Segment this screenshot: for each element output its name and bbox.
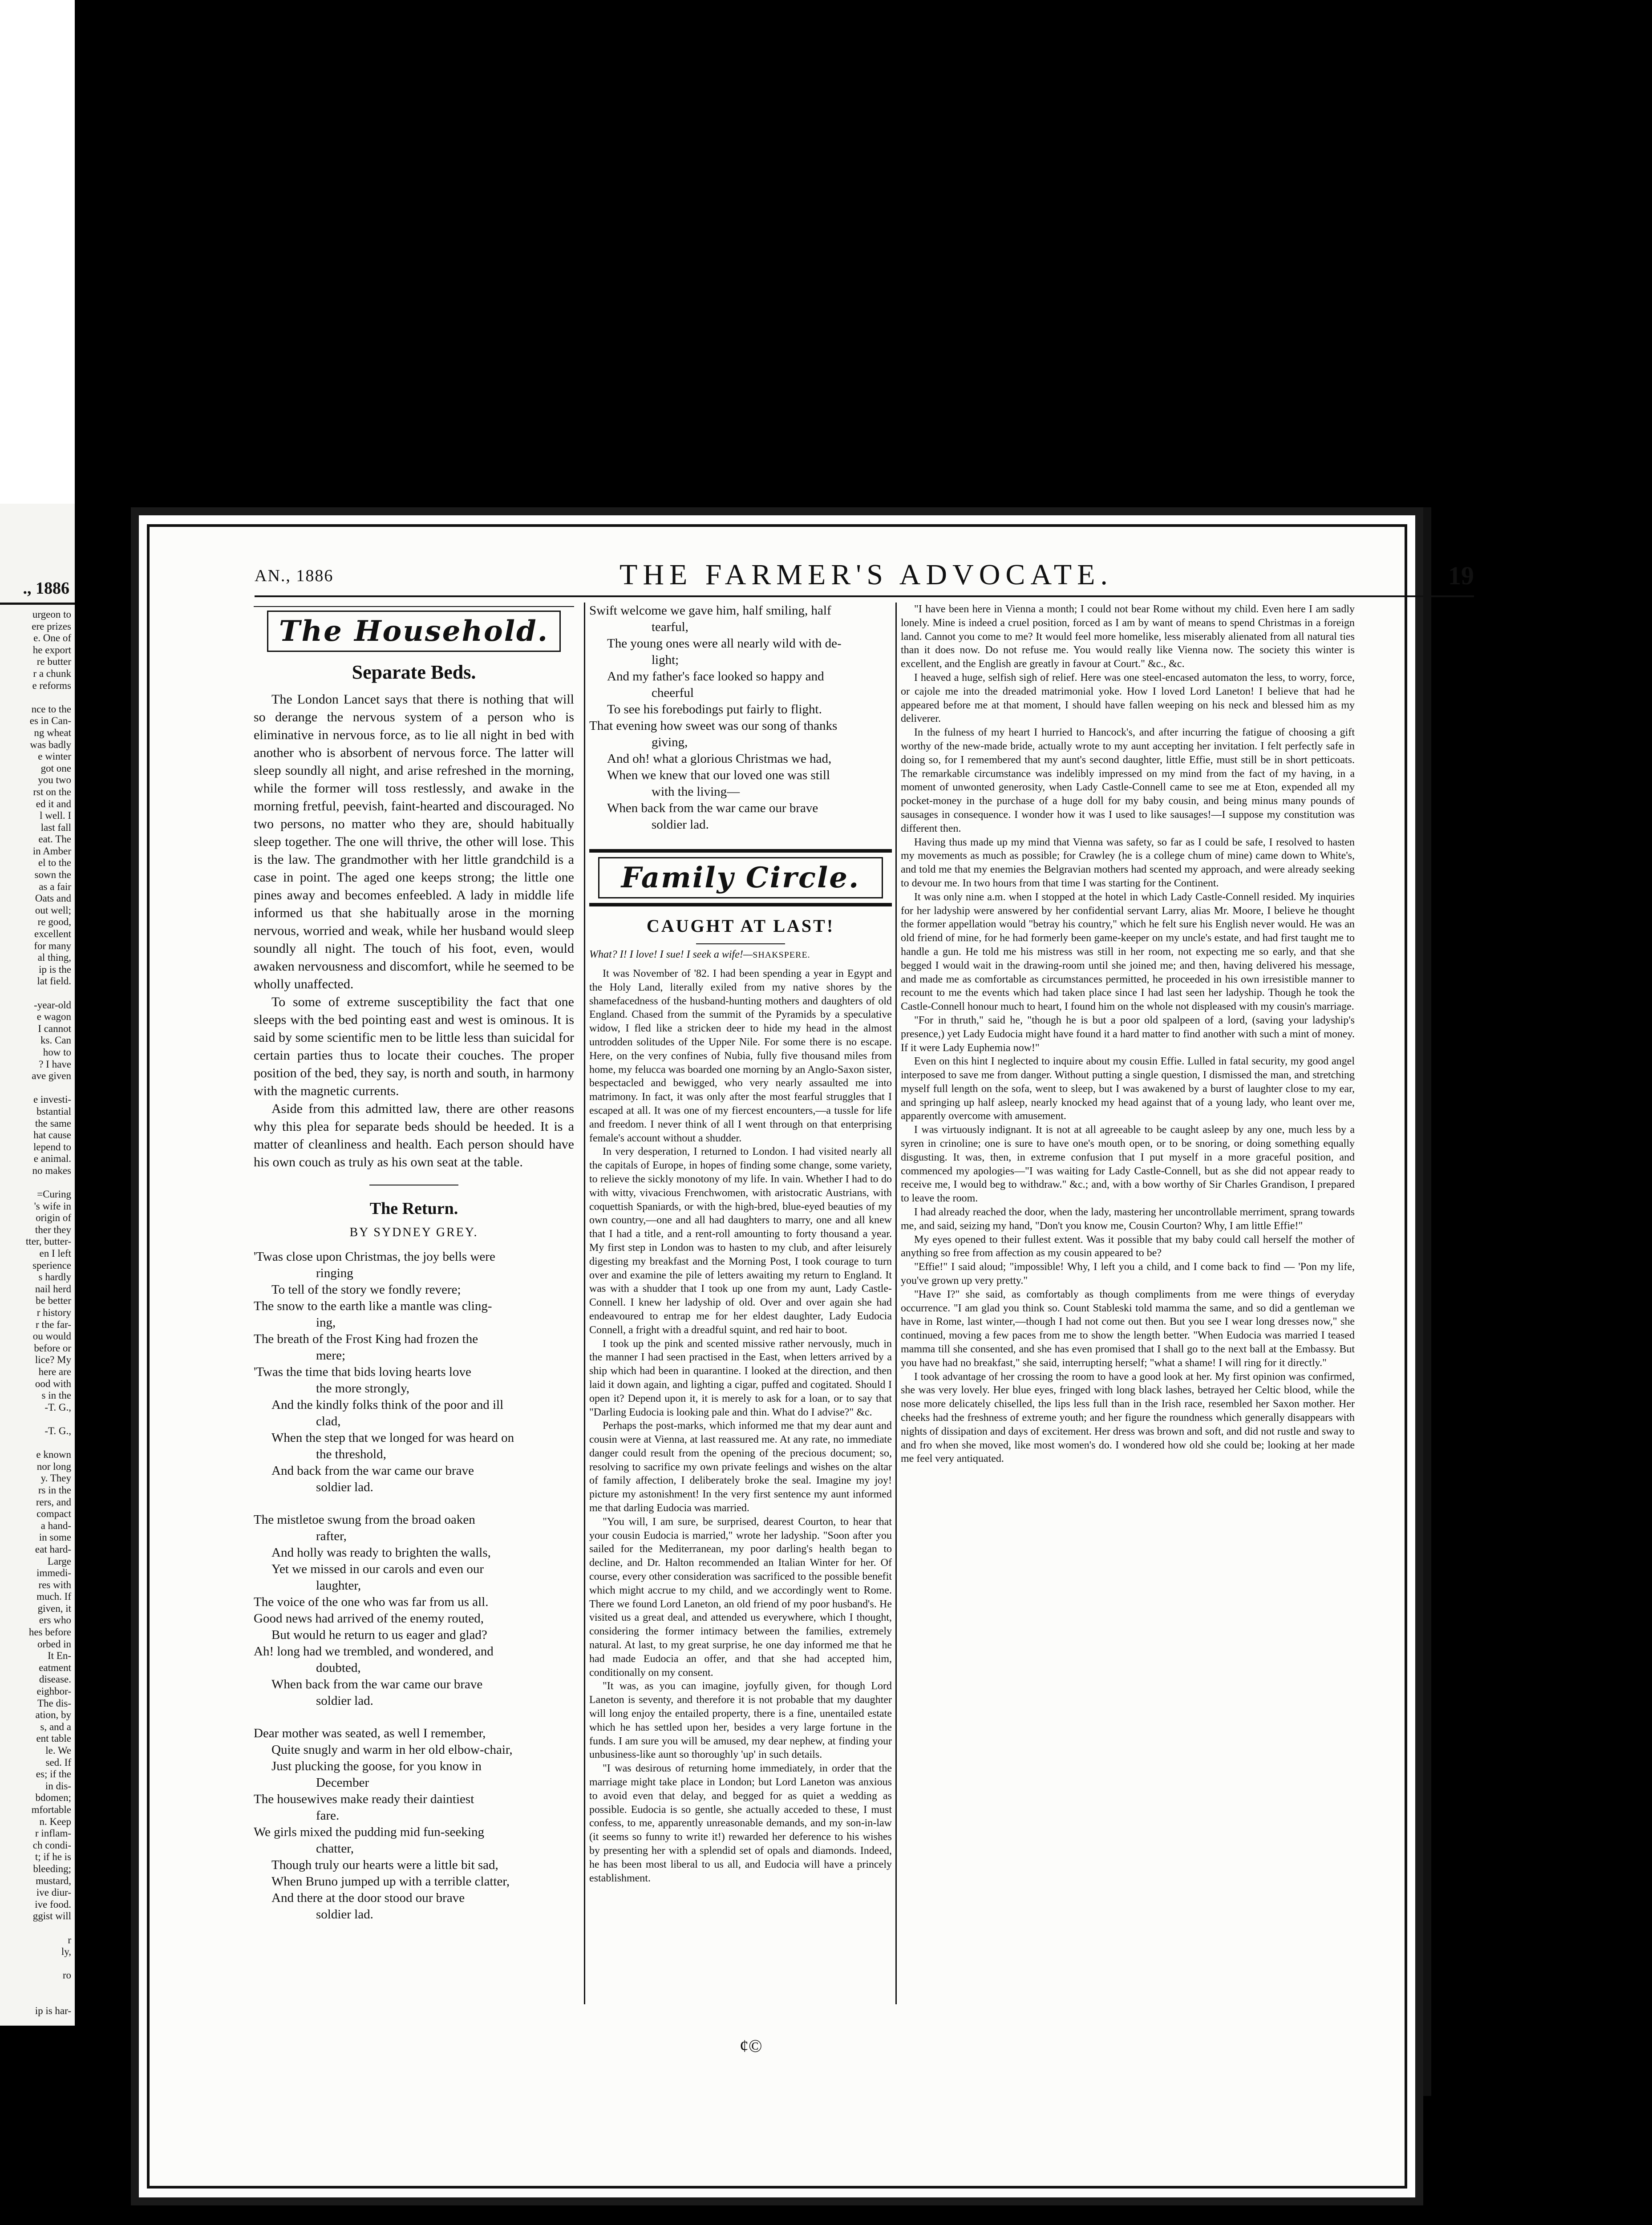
paragraph: In very desperation, I returned to London. I had visited nearly all the capitals of Europe, in hopes of finding some change, some variety, to relieve the sickly monotony of my life. In vain. Whether I had to do with witty, vivacious Frenchwomen, with aristocratic Austrians, with coquettish Spaniards, or with the high-bred, blue-eyed beauties of my own country,—one and all had daughters to marry, one and all knew that I had a title, and a rent-roll amounting to forty thousand a year. My first step in London was to hasten to my club, and after leisurely digesting my breakfast and the Morning Post, I took courage to turn over and examine the pile of letters awaiting my return to England. It was with a shudder that I took up one from my aunt, Lady Castle-Connell. I knew her ladyship of old. Over and over again she had endeavoured to entrap me for her eldest daughter, Lady Eudocia Connell, a fright with a dreadful squint, and red hair to boot. (589, 1146, 892, 1336)
department-title: The Household. (279, 615, 549, 648)
paragraph: To some of extreme susceptibility the fact that one sleeps with the bed pointing east and west is ominous. It is said by some scientific men to be little less than suicidal for certain parties thus to locate their couches. The proper position of the bed, they say, is north and south, in harmony with the magnetic currents. (254, 995, 574, 1098)
adjacent-text-line: disease. (39, 1674, 71, 1685)
section-rule (254, 606, 574, 607)
adjacent-text-line: the same (35, 1117, 71, 1129)
adjacent-text-line: lepend to (33, 1141, 71, 1153)
poem-line: When Bruno jumped up with a terrible clatter, (271, 1874, 510, 1889)
adjacent-text-line: ive diur- (36, 1887, 71, 1898)
page-header (255, 558, 1474, 589)
newspaper-page (139, 515, 1474, 2197)
adjacent-text-line: ip is har- (35, 2005, 71, 2017)
adjacent-text-line: sed. If (45, 1756, 71, 1768)
adjacent-text-line: in some (39, 1532, 71, 1543)
poem-line: The young ones were all nearly wild with de- (607, 636, 842, 651)
adjacent-text-line: e investi- (33, 1094, 71, 1105)
adjacent-text-line: -T. G., (45, 1401, 71, 1413)
adjacent-text-line: eat. The (38, 833, 71, 845)
department-banner (598, 857, 883, 898)
story-title: CAUGHT AT LAST! (646, 916, 835, 936)
section-rule (589, 849, 892, 853)
adjacent-text-line: en I left (39, 1248, 71, 1259)
adjacent-text-line: ch condi- (32, 1839, 71, 1851)
adjacent-text-line: ks. Can (40, 1035, 71, 1046)
poem-line: mere; (316, 1348, 346, 1363)
adjacent-text-line: sperience (32, 1259, 71, 1271)
adjacent-text-line: out well; (35, 904, 71, 916)
adjacent-text-line: how to (43, 1046, 71, 1058)
adjacent-text-line (0, 692, 71, 704)
adjacent-text-line: immedi- (36, 1567, 71, 1579)
adjacent-text-line: lice? My (35, 1354, 71, 1366)
adjacent-text-line: ro (62, 1970, 71, 1981)
article-title: Separate Beds. (352, 661, 476, 683)
article-body (254, 691, 574, 1171)
poem-line: Swift welcome we gave him, half smiling, half (589, 603, 831, 618)
poem-title: The Return. (369, 1199, 458, 1218)
poem-line: Quite snugly and warm in her old elbow-chair, (271, 1743, 513, 1757)
adjacent-text-line: re butter (36, 656, 71, 668)
paragraph: I took advantage of her crossing the room to have a good look at her. My first opinion was confirmed, she was very lovely. Her blue eyes, fringed with long black lashes, betrayed her Celtic blood, while the nose more delicately chiselled, the lips less full than in the Irish race, resembled her Saxon mother. Her cheeks had the freshness of extreme youth; and her figure the roundness which generally disappears with nights of dissipation and days of excitement. Her dress was brown and soft, and did not rustle and sway to and fro when she moved, like most women's do. I wondered how old she could be; looking at her made me feel very antiquated. (901, 1371, 1355, 1465)
poem-line: Dear mother was seated, as well I remember, (254, 1726, 486, 1740)
poem-line: Yet we missed in our carols and even our (271, 1562, 484, 1576)
adjacent-text-line: r (68, 1934, 71, 1946)
adjacent-text-line: was badly (30, 739, 71, 750)
adjacent-text-line: =Curing (37, 1189, 71, 1200)
adjacent-text-line: l well. I (40, 810, 71, 821)
poem-line: Good news had arrived of the enemy routed, (254, 1611, 484, 1626)
adjacent-text-line: It En- (47, 1650, 71, 1662)
title-underline (696, 943, 785, 944)
adjacent-text-line (0, 1437, 71, 1449)
adjacent-text-line: s hardly (38, 1271, 71, 1283)
adjacent-text-line: r inflam- (35, 1828, 71, 1839)
poem-line: The snow to the earth like a mantle was cling- (254, 1299, 492, 1313)
adjacent-text-line: bdomen; (35, 1792, 71, 1804)
poem-stanza (254, 1249, 574, 1496)
adjacent-text-line: r the far- (36, 1319, 71, 1330)
adjacent-text-line: ng wheat (34, 727, 71, 738)
poem-line: fare. (316, 1808, 340, 1823)
adjacent-page-rule (0, 603, 75, 605)
adjacent-text-line: last fall (40, 821, 71, 833)
poem-body (254, 1249, 574, 1923)
poem-line: chatter, (316, 1841, 354, 1856)
paragraph: I took up the pink and scented missive rather nervously, much in the manner I had seen practised in the East, when letters arrived by a ship which had been in quarantine. I looked at the direction, and then laid it down again, and lighting a cigar, puffed and cogitated. Should I open it? Depend upon it, it is merely to ask for a loan, or to say that "Darling Eudocia is looking pale and thin. What do I advise?" &c. (589, 1338, 892, 1418)
poem-line: the more strongly, (316, 1381, 409, 1396)
adjacent-text-line: bstantial (36, 1105, 71, 1117)
footer-mark: ¢© (740, 2036, 762, 2056)
paragraph: It was November of '82. I had been spending a year in Egypt and the Holy Land, literally exiled from my native shores by the shamefacedness of the husband-hunting mothers and daughters of old England. Chased from the summit of the Pyramids by a speculative widow, I fled like a stricken deer to hide my head in the almost untrodden solitudes of the Upper Nile. For some there is no escape. Here, on the very confines of Nubia, fully five thousand miles from home, my felucca was boarded one morning by an Anglo-Saxon sister, bespectacled and bewigged, who very nearly assaulted me into matrimony. In fact, it was only after the most fearful struggles that I escaped at all. It was one of my fiercest encounters,—a tussle for life and freedom. I never think of all I went through on that enterprising female's account without a shudder. (589, 968, 892, 1144)
paragraph: The London Lancet says that there is nothing that will so derange the nervous system of a person who is eliminative in nervous force, as to lie all night in bed with another who is absorbent of nervous force. The latter will sleep soundly all night, and arise refreshed in the morning, while the former will toss restlessly, and awake in the morning fretful, peevish, faint-hearted and discouraged. No two persons, no matter who they are, should habitually sleep together. The one will thrive, the other will lose. This is the law. The grandmother with her little grandchild is a case in point. The aged one keeps strong; the little one pines away and becomes enfeebled. A lady in middle life informed us that she habitually arose in the morning nervous, worried and weak, while her husband would sleep soundly all night. The touch of his foot, even, would awaken nervousness and discomfort, while he seemed to be wholly unaffected. (254, 692, 574, 991)
poem-line: We girls mixed the pudding mid fun-seeking (254, 1825, 484, 1839)
poem-line: The breath of the Frost King had frozen the (254, 1332, 478, 1346)
adjacent-text-line: e winter (38, 751, 71, 762)
paragraph: In the fulness of my heart I hurried to Hancock's, and after incurring the fatigue of choosing a gift worthy of the new-made bride, actually wrote to my aunt accepting her invitation. I felt perfectly safe in doing so, for I remembered that my aunt's second daughter, little Effie, must still be in short petticoats. The remarkable circumstance was indelibly impressed on my mind from the fact of my having, in a moment of unwonted generosity, when Lady Castle-Connell came to see me at Eton, expended all my pocket-money in the purchase of a huge doll for my baby cousin, and being minus many pounds of sausages in consequence. I wonder how it was I used to like sausages!—I suppose my constitution was different then. (901, 727, 1355, 834)
adjacent-text-line: mfortable (31, 1804, 71, 1815)
poem-line: soldier lad. (316, 1480, 373, 1494)
poem-line: Ah! long had we trembled, and wondered, and (254, 1644, 494, 1659)
adjacent-text-line: ive food. (35, 1898, 71, 1910)
adjacent-text-line: urgeon to (32, 609, 71, 620)
adjacent-text-line: e. One of (33, 632, 71, 644)
adjacent-text-line (0, 987, 71, 999)
adjacent-text-line: nor long (36, 1460, 71, 1472)
paragraph: I had already reached the door, when the lady, mastering her uncontrollable merriment, sprang towards me, and said, seizing my hand, "Don't you know me, Cousin Courton? Why, I am little Effie!" (901, 1206, 1355, 1232)
poem-line: And back from the war came our brave (271, 1464, 474, 1478)
adjacent-text-line: le. We (45, 1745, 71, 1756)
department-title: Family Circle. (621, 861, 860, 894)
poem-stanza (254, 1512, 574, 1709)
adjacent-text-line: r a chunk (33, 668, 71, 679)
adjacent-text-line: ation, by (35, 1709, 71, 1721)
adjacent-text-line: ? I have (39, 1058, 71, 1070)
adjacent-text-line: ou would (32, 1331, 71, 1342)
adjacent-text-line: eighbor- (36, 1686, 71, 1697)
adjacent-text-line: res with (38, 1579, 71, 1590)
section-rule (589, 903, 892, 906)
adjacent-text-line (0, 1177, 71, 1189)
adjacent-text-line: lat field. (37, 975, 71, 987)
poem-line: And holly was ready to brighten the walls, (271, 1545, 491, 1560)
poem-line: When back from the war came our brave (607, 801, 818, 815)
adjacent-text-line: you two (38, 774, 71, 786)
adjacent-page-header: ., 1886 (23, 579, 69, 598)
adjacent-text-line: ers who (39, 1614, 71, 1626)
paragraph: Aside from this admitted law, there are other reasons why this plea for separate beds should be heeded. It is a matter of cleanliness and health. Each person should have his own couch as truly as his own seat at the table. (254, 1101, 574, 1169)
adjacent-text-line: eat hard- (35, 1543, 71, 1555)
adjacent-text-line: be better (36, 1295, 71, 1307)
adjacent-text-line: r history (36, 1307, 71, 1319)
paragraph: "You will, I am sure, be surprised, dearest Courton, to hear that your cousin Eudocia is married," wrote her ladyship. "Soon after you sailed for the Mediterranean, my poor darling's health began to decline, and Dr. Halton recommended an Italian Winter for her. Of course, every other consideration was sacrificed to the possible benefit which might accrue to my child, and we accordingly went to Rome. There we found Lord Laneton, an old friend of my poor husband's. He visited us a great deal, and attended us everywhere, which I thought, considering the former intimacy between the families, extremely natural. At last, to my great surprise, he one day informed me that he had made Eudocia an offer, and that she had accepted him, conditionally on my consent. (589, 1516, 892, 1679)
adjacent-text-line: here are (38, 1366, 71, 1377)
poem-line: To tell of the story we fondly revere; (271, 1282, 461, 1297)
poem-line: the threshold, (316, 1447, 386, 1461)
poem-line: And oh! what a glorious Christmas we had, (607, 752, 832, 766)
header-date: AN., 1886 (255, 566, 334, 585)
paragraph: "I have been here in Vienna a month; I could not bear Rome without my child. Even here I am sadly lonely. Mine is indeed a cruel position, forced as I am by want of means to spend Christmas in a foreign land. Cannot you come to me? It would feel more homelike, less miserably alienated from all natural ties than it does now. Do not refuse me. You would really like Vienna now. The society this winter is excellent, and the English are greatly in favour at Court." &c., &c. (901, 603, 1355, 670)
adjacent-text-line: in Amber (32, 845, 71, 857)
adjacent-text-line (0, 1922, 71, 1934)
column-family-circle (589, 603, 892, 1885)
adjacent-text-line: ly, (61, 1946, 71, 1958)
column-story-continued (901, 603, 1355, 1466)
poem-line: And my father's face looked so happy and (607, 669, 824, 684)
poem-line: When we knew that our loved one was still (607, 768, 830, 782)
adjacent-text-line: rst on the (33, 786, 71, 797)
adjacent-text-line: Oats and (35, 893, 71, 904)
poem-line: 'Twas the time that bids loving hearts love (254, 1365, 471, 1379)
poem-line: When the step that we longed for was heard on (271, 1431, 514, 1445)
header-rule (255, 595, 1474, 597)
poem-line: cheerful (652, 686, 694, 700)
adjacent-text-line: no makes (32, 1165, 71, 1176)
poem-line: Though truly our hearts were a little bit sad, (271, 1858, 498, 1872)
adjacent-text-line: before or (34, 1342, 71, 1354)
paragraph: My eyes opened to their fullest extent. Was it possible that my baby could call herself the mother of anything so free from affection as my cousin appeared to be? (901, 1234, 1355, 1259)
adjacent-text-line: rs in the (38, 1484, 71, 1496)
poem-line: The mistletoe swung from the broad oaken (254, 1513, 475, 1527)
adjacent-text-line: ther they (35, 1224, 71, 1235)
adjacent-text-line: 's wife in (34, 1200, 71, 1212)
adjacent-text-line: got one (40, 762, 71, 774)
poem-line: with the living— (652, 785, 740, 799)
adjacent-text-line: el to the (38, 857, 71, 869)
epigraph-source: SHAKSPERE. (753, 950, 810, 960)
column-household (254, 603, 574, 1939)
adjacent-text-line: y. They (40, 1473, 71, 1484)
adjacent-text-line: I cannot (38, 1023, 71, 1034)
paragraph: Even on this hint I neglected to inquire about my cousin Effie. Lulled in fatal security, my good angel interposed to save me from danger. Without putting a single question, I dismissed the man, and stretching myself full length on the sofa, went to sleep, but I was awakened by a burst of laughter close to my ear, and springing up half asleep, nearly knocked my head against that of a young lady, who leant over me, apparently overcome with amusement. (901, 1056, 1355, 1122)
page-number: 19 (1448, 561, 1474, 590)
paragraph: "Effie!" I said aloud; "impossible! Why, I left you a child, and I come back to find — 'Pon my life, you've grown up very pretty." (901, 1261, 1355, 1287)
adjacent-text-line: sown the (34, 869, 71, 881)
adjacent-text-line: nce to the (31, 703, 71, 715)
adjacent-text-line: ip is the (39, 963, 71, 975)
adjacent-page-text (0, 609, 75, 2017)
paragraph: "For in thruth," said he, "though he is but a poor old spalpeen of a lord, (saving your ladyship's presence,) yet Lady Eudocia might have found it a hard matter to find another with such a mint of money. If it were Lady Euphemia now!" (901, 1014, 1355, 1054)
adjacent-text-line: ggist will (32, 1910, 71, 1922)
poem-line: soldier lad. (316, 1694, 373, 1708)
adjacent-text-line: The dis- (37, 1697, 71, 1709)
adjacent-text-line: much. If (36, 1591, 71, 1602)
adjacent-text-line: ave given (32, 1070, 71, 1082)
poem-line: When back from the war came our brave (271, 1677, 483, 1691)
adjacent-text-line (0, 1958, 71, 1970)
adjacent-text-line: nail herd (35, 1283, 71, 1295)
poem-line: And the kindly folks think of the poor and ill (271, 1398, 504, 1412)
poem-line: laughter, (316, 1578, 361, 1593)
story-body (589, 967, 892, 1885)
poem-line: That evening how sweet was our song of thanks (589, 719, 838, 733)
epigraph-quote: What? I! I love! I sue! I seek a wife!— (589, 949, 753, 960)
adjacent-page-fragment (0, 504, 75, 2026)
adjacent-text-line (0, 1082, 71, 1094)
adjacent-text-line: n. Keep (39, 1816, 71, 1827)
adjacent-text-line: e known (36, 1449, 71, 1460)
paragraph: It was only nine a.m. when I stopped at the hotel in which Lady Castle-Connell resided. My inquiries for her ladyship were answered by her confidential servant Larry, alias Mr. Moore, I believe he thought the former appellation would "betray his country," which he felt sure his English never would. He was an old friend of mine, for he had formerly been game-keeper on my uncle's estate, and had first taught me to handle a gun. He told me his mistress was still in her room, not expecting me so early, and that she begged I would wait in the drawing-room until she joined me; and then, having delivered his message, and made me as comfortable as circumstances permitted, he proceeded in his own irresistible manner to recount to me the events which had taken place since I had last seen her ladyship. Though he took the Castle-Connell honour much to heart, I found him on the whole not displeased with my cousin's marriage. (901, 891, 1355, 1013)
paragraph: Perhaps the post-marks, which informed me that my dear aunt and cousin were at Vienna, at last reassured me. At any rate, no immediate danger could result from the opening of the precious document; so, resolving to sacrifice my own private feelings and wishes on the altar of family affection, I deliberately broke the seal. Imagine my joy! picture my astonishment! In the very first sentence my aunt informed me that darling Eudocia was married. (589, 1420, 892, 1514)
paragraph: "Have I?" she said, as comfortably as though compliments from me were things of everyday occurrence. "I am glad you think so. Count Stableski told mamma the same, and so did a gentleman we have in Rome, last winter,—though I had not come out then. But you see I wear long dresses now," she continued, moving a few paces from me to show the length better. "When Eudocia was married I teased mamma till she consented, and she has even promised that I shall go to the next ball at the Embassy. But you have had no breakfast," she said, interrupting herself; "what a shame! I will ring for it directly." (901, 1288, 1355, 1369)
poem-line: And there at the door stood our brave (271, 1891, 465, 1905)
adjacent-text-line: compact (36, 1508, 71, 1520)
adjacent-text-line: e animal. (33, 1153, 71, 1165)
adjacent-text-line: eatment (39, 1662, 71, 1673)
background-top-left (0, 0, 75, 504)
adjacent-text-line: t; if he is (35, 1851, 71, 1863)
column-rule (584, 603, 585, 2004)
poem-line: ringing (316, 1266, 353, 1280)
poem-byline: BY SYDNEY GREY. (349, 1226, 478, 1239)
adjacent-text-line (0, 1413, 71, 1425)
poem-stanza (254, 1725, 574, 1923)
adjacent-text-line: es in Can- (29, 715, 71, 727)
poem-continuation (589, 603, 892, 833)
adjacent-text-line: mustard, (36, 1875, 71, 1886)
poem-line: soldier lad. (652, 817, 709, 832)
adjacent-text-line (0, 1982, 71, 1994)
poem-line: clad, (316, 1414, 341, 1428)
adjacent-text-line: given, it (37, 1602, 71, 1614)
adjacent-text-line: rers, and (36, 1496, 71, 1508)
adjacent-text-line: excellent (34, 928, 71, 940)
poem-line: The housewives make ready their daintiest (254, 1792, 474, 1806)
adjacent-text-line: ood with (35, 1378, 71, 1389)
column-rule (895, 603, 897, 2004)
poem-line: 'Twas close upon Christmas, the joy bells were (254, 1250, 495, 1264)
adjacent-text-line: he export (32, 644, 71, 655)
adjacent-text-line: orbed in (37, 1638, 71, 1650)
poem-line: light; (652, 653, 679, 667)
story-epigraph (589, 949, 892, 961)
adjacent-text-line: re good, (37, 916, 71, 928)
adjacent-text-line: tter, butter- (25, 1236, 71, 1247)
adjacent-text-line: ent table (36, 1733, 71, 1744)
poem-line: To see his forebodings put fairly to flight. (607, 702, 822, 716)
adjacent-text-line: s, and a (40, 1721, 71, 1732)
poem-line: The voice of the one who was far from us all. (254, 1595, 489, 1609)
poem-line: soldier lad. (316, 1907, 373, 1922)
adjacent-text-line: as a fair (39, 881, 71, 892)
page-edge-shadow (1415, 507, 1431, 2096)
adjacent-text-line (0, 1993, 71, 2005)
adjacent-text-line: Large (47, 1555, 71, 1567)
adjacent-text-line: bleeding; (33, 1863, 71, 1874)
poem-line: Just plucking the goose, for you know in (271, 1759, 482, 1773)
masthead-title: THE FARMER'S ADVOCATE. (620, 558, 1113, 591)
adjacent-text-line: -year-old (34, 999, 71, 1011)
adjacent-text-line: origin of (36, 1212, 71, 1224)
paragraph: "I was desirous of returning home immediately, in order that the marriage might take place in London; but Lord Laneton was anxious to avoid even that delay, and begged for as quiet a wedding as possible. Eudocia is so gentle, she actually acceded to these, I must confess, to me, apparently unreasonable demands, and my son-in-law (it seems so funny to write it!) rewarded her deference to his wishes by presenting her with a splendid set of opals and diamonds. Indeed, he has been most liberal to us all, and Eudocia will have a princely establishment. (589, 1763, 892, 1884)
adjacent-text-line: al thing, (37, 952, 71, 963)
poem-line: rafter, (316, 1529, 347, 1543)
adjacent-text-line: ed it and (36, 798, 71, 809)
adjacent-text-line: e wagon (36, 1011, 71, 1023)
adjacent-text-line: s in the (41, 1390, 71, 1401)
department-banner (267, 611, 561, 652)
adjacent-text-line: ere prizes (32, 620, 71, 632)
poem-line: tearful, (652, 620, 688, 634)
paragraph: I heaved a huge, selfish sigh of relief. Here was one steel-encased automaton the less, to worry, force, or cajole me into the dreaded matrimonial yoke. How I loved Lord Laneton! I believe that had he appeared before me at that moment, I should have fallen weeping on his neck and blessed him as my deliverer. (901, 672, 1355, 725)
poem-stanza (589, 603, 892, 833)
adjacent-text-line: in dis- (45, 1780, 71, 1792)
poem-line: But would he return to us eager and glad? (271, 1628, 487, 1642)
poem-line: doubted, (316, 1661, 361, 1675)
adjacent-text-line: e reforms (32, 680, 71, 691)
poem-line: December (316, 1776, 369, 1790)
poem-line: giving, (652, 735, 688, 749)
adjacent-text-line: hes before (28, 1626, 71, 1638)
poem-line: ing, (316, 1315, 336, 1330)
adjacent-text-line: hat cause (33, 1129, 71, 1141)
paragraph: "It was, as you can imagine, joyfully given, for though Lord Laneton is seventy, and therefore it is not probable that my daughter will long enjoy the entailed property, there is a fine, unentailed estate which he has settled upon her, besides a very large fortune in the funds. I am sure you will be amused, my dear nephew, at finding your unbusiness-like aunt so thoroughly 'up' in such details. (589, 1680, 892, 1761)
adjacent-text-line: es; if the (36, 1768, 71, 1780)
story-body-continued (901, 603, 1355, 1466)
adjacent-text-line: a hand- (40, 1520, 71, 1531)
paragraph: Having thus made up my mind that Vienna was safety, so far as I could be safe, I resolved to hasten my movements as much as possible; for Crawley (he is a college chum of mine) came down to White's, and told me that my enemies the Belgravian mothers had scented my approach, and were already seeking to devour me. In two hours from that time I was starting for the Continent. (901, 836, 1355, 889)
paragraph: I was virtuously indignant. It is not at all agreeable to be caught asleep by any one, much less by a syren in crinoline; one is sure to have one's mouth open, or to be snoring, or doing something equally disgusting. It was, then, in extreme confusion that I put myself in a more graceful position, and commenced my apologies—"I was waiting for Lady Castle-Connell, but as she did not appear ready to receive me, I would beg to withdraw." &c.; and, with a bow worthy of Sir Charles Grandison, I prepared to leave the room. (901, 1124, 1355, 1205)
adjacent-text-line: -T. G., (45, 1425, 71, 1436)
adjacent-text-line: for many (34, 940, 71, 951)
